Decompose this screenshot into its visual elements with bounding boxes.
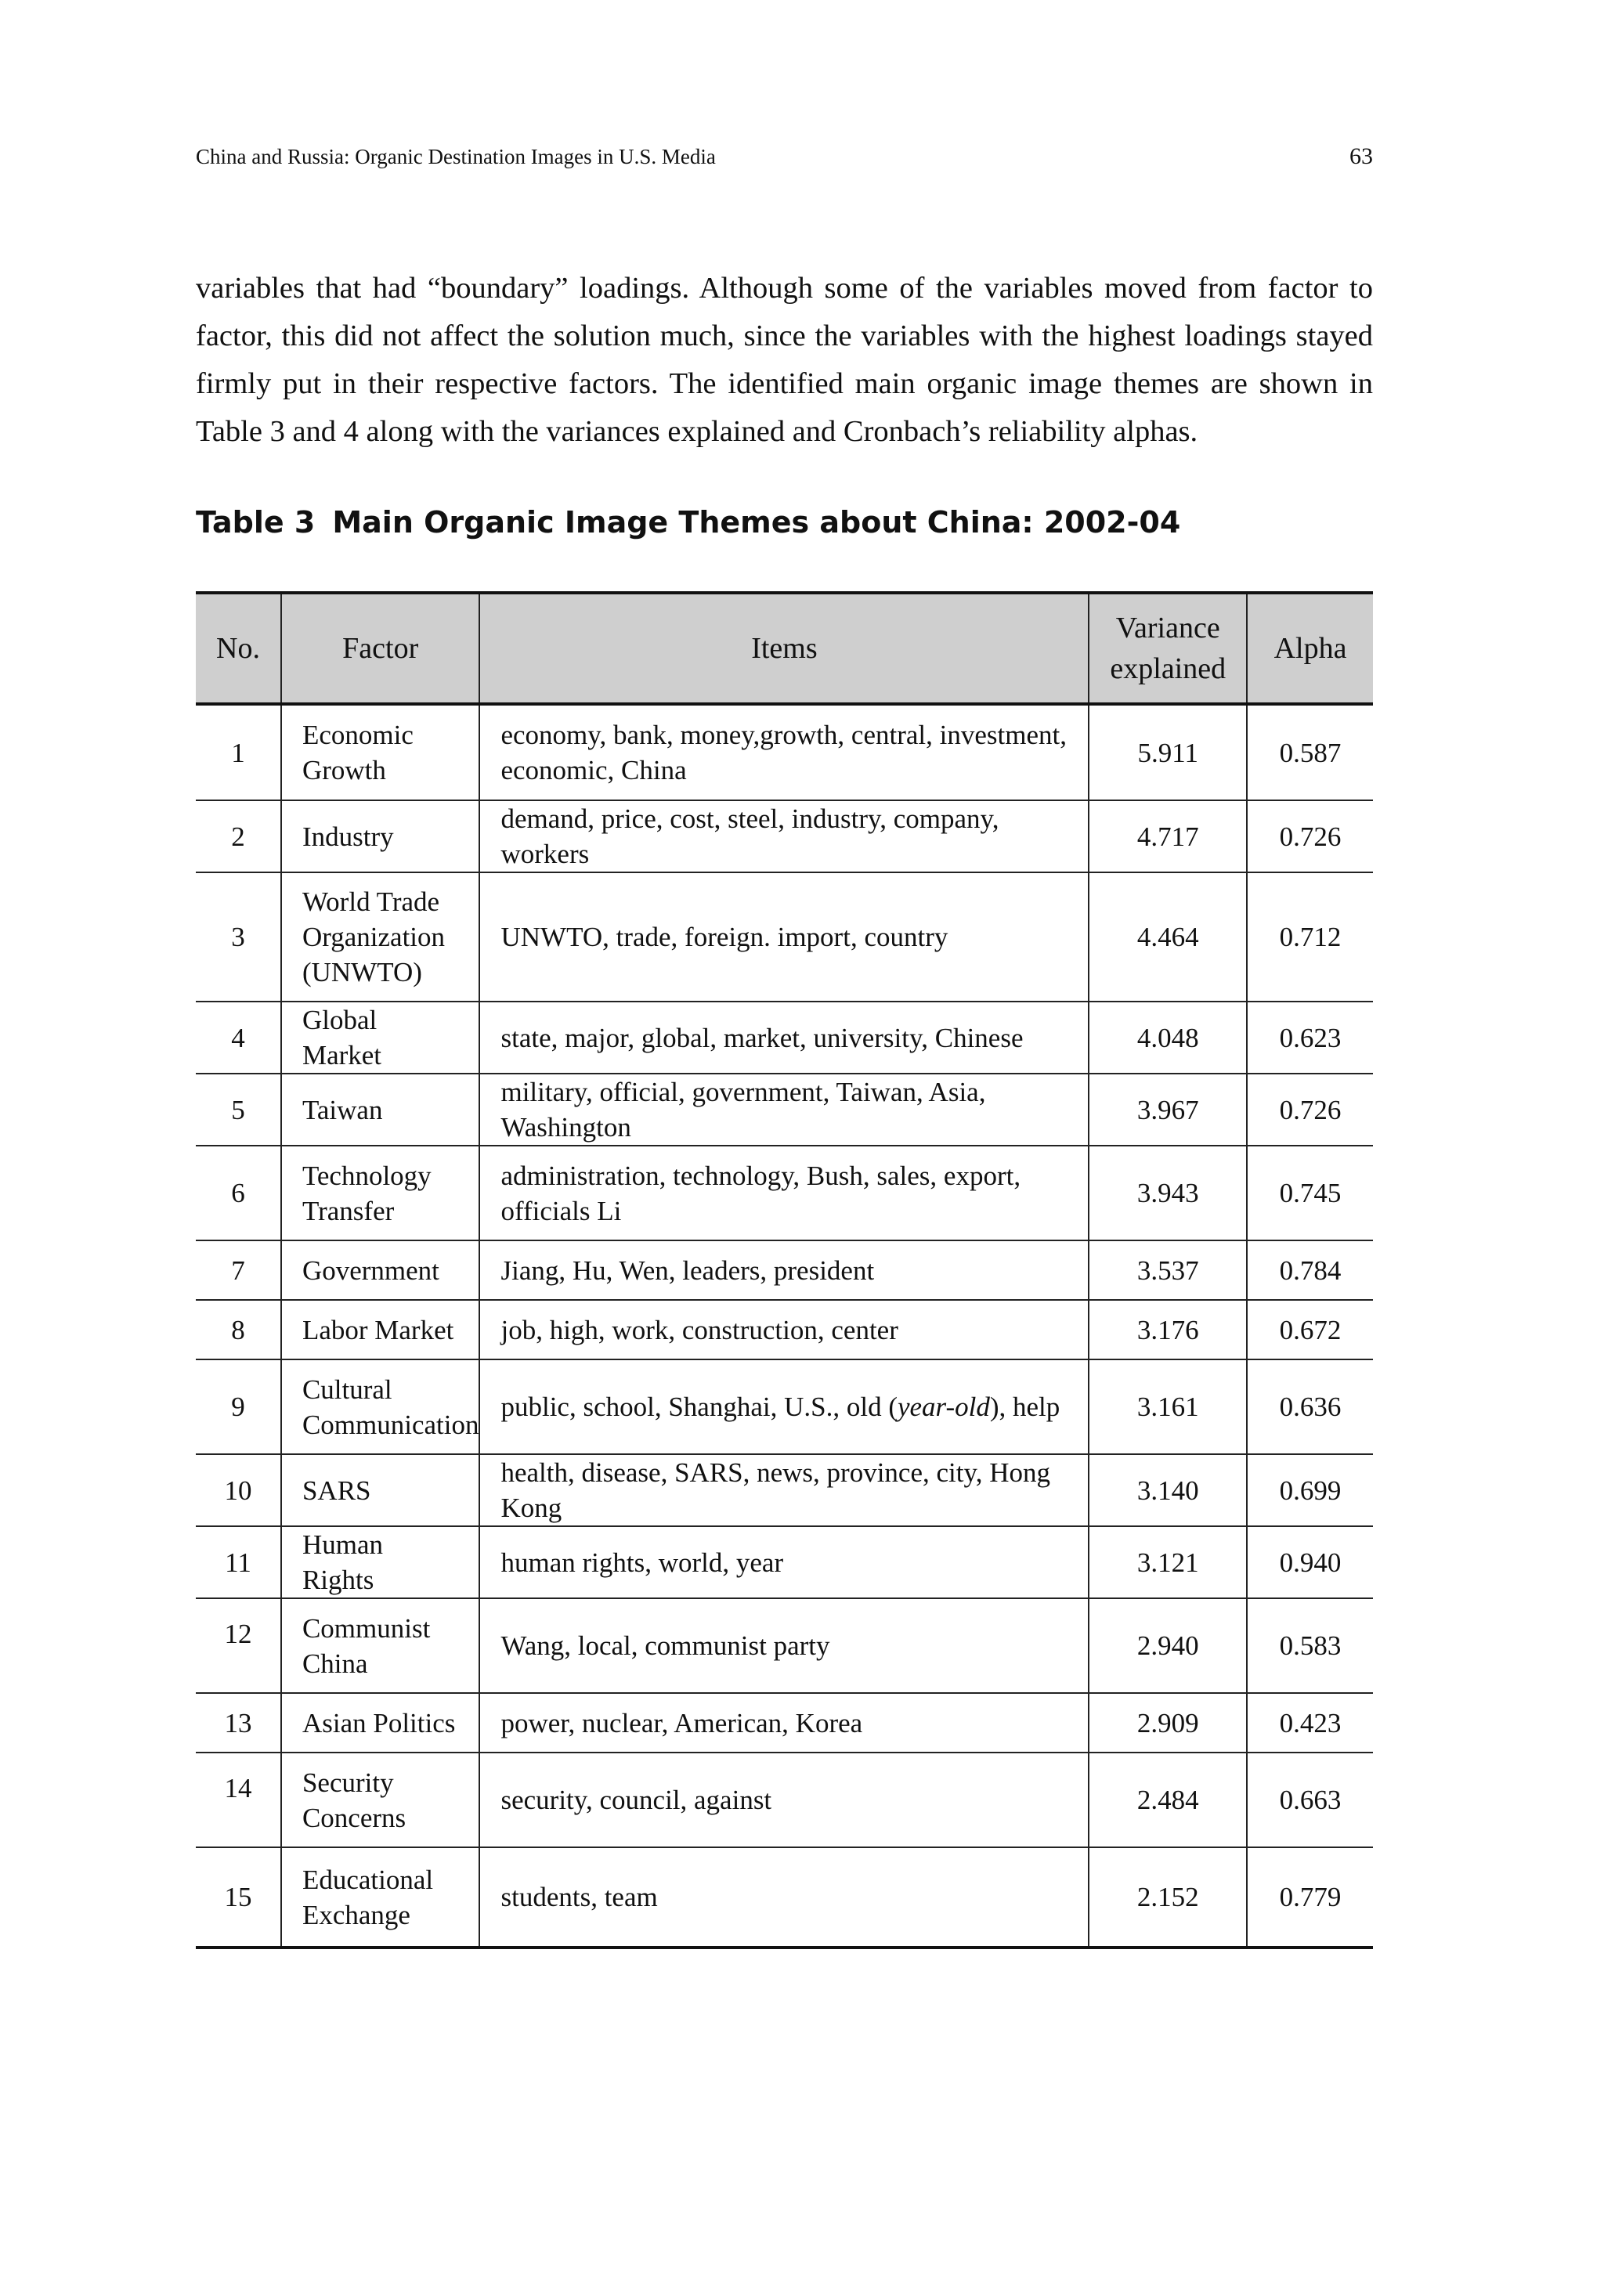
- cell-no: 12: [196, 1598, 281, 1693]
- cell-no: 15: [196, 1847, 281, 1948]
- cell-no: 13: [196, 1693, 281, 1753]
- cell-items: UNWTO, trade, foreign. import, country: [479, 872, 1089, 1002]
- cell-variance: 3.121: [1089, 1526, 1247, 1598]
- cell-alpha: 0.779: [1247, 1847, 1373, 1948]
- table-row: [196, 1598, 1373, 1693]
- cell-no: 14: [196, 1753, 281, 1847]
- cell-no: 5: [196, 1074, 281, 1146]
- cell-alpha: 0.663: [1247, 1753, 1373, 1847]
- cell-variance: 4.717: [1089, 800, 1247, 872]
- cell-factor: World Trade Organization (UNWTO): [281, 872, 480, 1002]
- cell-factor: Educational Exchange: [281, 1847, 480, 1948]
- body-paragraph: variables that had “boundary” loadings. Although some of the variables moved from factor to factor, this did not affect the solution much, since the variables with the highest loadings stayed firmly put in their respective factors. The identified main organic image themes are shown in Table 3 and 4 along with the variances explained and Cronbach’s reliability alphas.: [196, 272, 1373, 448]
- cell-items: health, disease, SARS, news, province, city, Hong Kong: [479, 1454, 1089, 1526]
- table-row: [196, 704, 1373, 800]
- cell-alpha: 0.587: [1247, 704, 1373, 800]
- cell-no: 10: [196, 1454, 281, 1526]
- cell-factor: Industry: [281, 800, 480, 872]
- cell-items: administration, technology, Bush, sales, export, officials Li: [479, 1146, 1089, 1240]
- cell-factor: Global Market: [281, 1002, 480, 1074]
- cell-alpha: 0.636: [1247, 1359, 1373, 1454]
- cell-items: [479, 1359, 1089, 1454]
- cell-variance: 3.967: [1089, 1074, 1247, 1146]
- variance-header-line1: Variance: [1115, 612, 1220, 644]
- cell-no: 11: [196, 1526, 281, 1598]
- cell-no: 6: [196, 1146, 281, 1240]
- cell-no: 2: [196, 800, 281, 872]
- cell-alpha: 0.423: [1247, 1693, 1373, 1753]
- cell-no: 9: [196, 1359, 281, 1454]
- cell-items: human rights, world, year: [479, 1526, 1089, 1598]
- table-header: [196, 593, 1373, 704]
- table-caption-label: Table 3: [196, 505, 316, 540]
- cell-factor: Cultural Communication: [281, 1359, 480, 1454]
- cell-alpha: 0.623: [1247, 1002, 1373, 1074]
- cell-variance: 5.911: [1089, 704, 1247, 800]
- table-row: [196, 1693, 1373, 1753]
- cell-alpha: 0.726: [1247, 1074, 1373, 1146]
- cell-variance: 3.943: [1089, 1146, 1247, 1240]
- table-row: [196, 1002, 1373, 1074]
- cell-factor: Economic Growth: [281, 704, 480, 800]
- table-row: [196, 872, 1373, 1002]
- table-row: [196, 1240, 1373, 1300]
- column-header-factor: Factor: [281, 593, 480, 704]
- cell-variance: 2.940: [1089, 1598, 1247, 1693]
- table-row: [196, 1753, 1373, 1847]
- column-header-items: Items: [479, 593, 1089, 704]
- cell-variance: 3.537: [1089, 1240, 1247, 1300]
- cell-alpha: 0.699: [1247, 1454, 1373, 1526]
- table-row: [196, 800, 1373, 872]
- table-body: [196, 704, 1373, 1948]
- cell-variance: 2.484: [1089, 1753, 1247, 1847]
- variance-header-line2: explained: [1110, 652, 1226, 685]
- cell-variance: 3.176: [1089, 1300, 1247, 1359]
- table-caption-title: Main Organic Image Themes about China: 2002-04: [332, 505, 1181, 540]
- cell-items: economy, bank, money,growth, central, investment, economic, China: [479, 704, 1089, 800]
- cell-alpha: 0.745: [1247, 1146, 1373, 1240]
- cell-items: security, council, against: [479, 1753, 1089, 1847]
- cell-alpha: 0.784: [1247, 1240, 1373, 1300]
- table-row: [196, 1300, 1373, 1359]
- cell-items: students, team: [479, 1847, 1089, 1948]
- cell-variance: 2.152: [1089, 1847, 1247, 1948]
- table-row: [196, 1847, 1373, 1948]
- cell-factor: Security Concerns: [281, 1753, 480, 1847]
- cell-items: job, high, work, construction, center: [479, 1300, 1089, 1359]
- table-row: [196, 1359, 1373, 1454]
- table-row: [196, 1454, 1373, 1526]
- cell-items: Jiang, Hu, Wen, leaders, president: [479, 1240, 1089, 1300]
- cell-factor: Human Rights: [281, 1526, 480, 1598]
- cell-items: state, major, global, market, university, Chinese: [479, 1002, 1089, 1074]
- cell-alpha: 0.672: [1247, 1300, 1373, 1359]
- cell-alpha: 0.940: [1247, 1526, 1373, 1598]
- cell-variance: 4.464: [1089, 872, 1247, 1002]
- column-header-alpha: Alpha: [1247, 593, 1373, 704]
- cell-variance: 4.048: [1089, 1002, 1247, 1074]
- items-text-pre: public, school, Shanghai, U.S., old (: [500, 1392, 898, 1422]
- table-caption: [196, 505, 1180, 540]
- running-header: [196, 143, 1373, 175]
- page-number: 63: [1349, 143, 1373, 169]
- cell-items: power, nuclear, American, Korea: [479, 1693, 1089, 1753]
- cell-no: 1: [196, 704, 281, 800]
- cell-alpha: 0.712: [1247, 872, 1373, 1002]
- cell-factor: Asian Politics: [281, 1693, 480, 1753]
- cell-variance: 3.161: [1089, 1359, 1247, 1454]
- image-themes-table: [196, 591, 1373, 1949]
- cell-factor: Technology Transfer: [281, 1146, 480, 1240]
- cell-no: 3: [196, 872, 281, 1002]
- column-header-variance: [1089, 593, 1247, 704]
- cell-items: Wang, local, communist party: [479, 1598, 1089, 1693]
- cell-factor: SARS: [281, 1454, 480, 1526]
- items-text-post: ), help: [989, 1392, 1060, 1422]
- table-row: [196, 1146, 1373, 1240]
- cell-alpha: 0.726: [1247, 800, 1373, 872]
- table-row: [196, 1526, 1373, 1598]
- items-text-italic: year-old: [897, 1392, 990, 1422]
- cell-factor: Taiwan: [281, 1074, 480, 1146]
- cell-variance: 2.909: [1089, 1693, 1247, 1753]
- table-header-row: [196, 593, 1373, 704]
- cell-no: 8: [196, 1300, 281, 1359]
- cell-factor: Labor Market: [281, 1300, 480, 1359]
- cell-no: 7: [196, 1240, 281, 1300]
- column-header-no: No.: [196, 593, 281, 704]
- running-title: China and Russia: Organic Destination Images in U.S. Media: [196, 145, 716, 168]
- cell-no: 4: [196, 1002, 281, 1074]
- cell-items: military, official, government, Taiwan, Asia, Washington: [479, 1074, 1089, 1146]
- cell-alpha: 0.583: [1247, 1598, 1373, 1693]
- table-row: [196, 1074, 1373, 1146]
- cell-variance: 3.140: [1089, 1454, 1247, 1526]
- cell-factor: Government: [281, 1240, 480, 1300]
- cell-factor: Communist China: [281, 1598, 480, 1693]
- cell-items: demand, price, cost, steel, industry, company, workers: [479, 800, 1089, 872]
